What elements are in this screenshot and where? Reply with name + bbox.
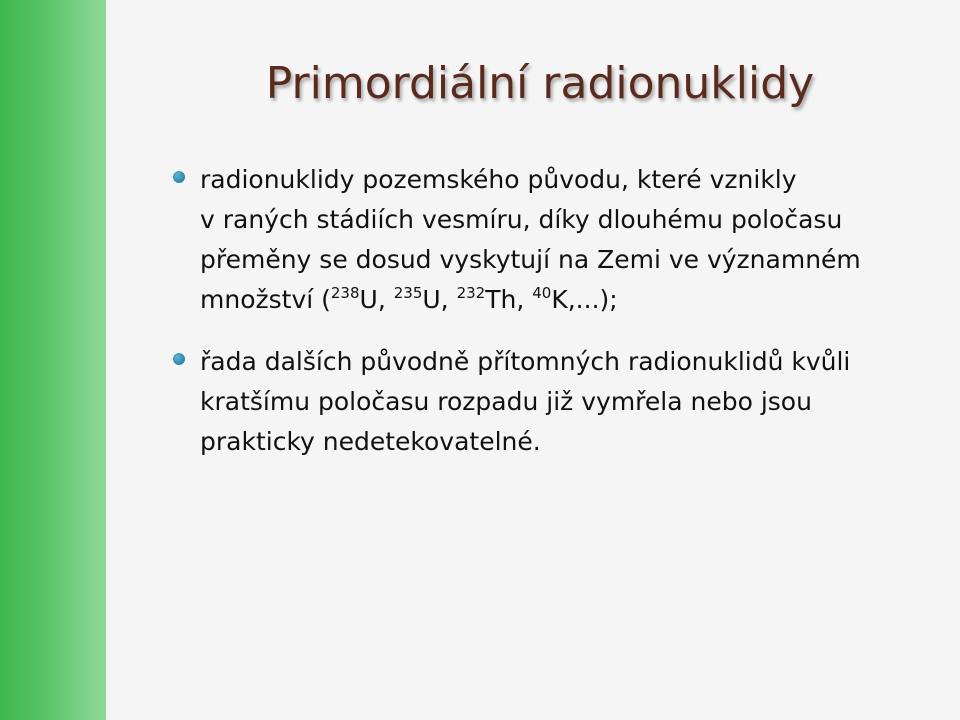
bullet-1-line-3: přeměny se dosud vyskytují na Zemi ve významném — [200, 245, 861, 274]
bullet-1-line-1: radionuklidy pozemského původu, které vznikly — [200, 165, 797, 194]
isotope-2-mass: 235 — [393, 284, 423, 302]
bullet-2-line-1: řada dalších původně přítomných radionuklidů kvůli — [200, 347, 851, 376]
bullet-dot-icon — [173, 353, 185, 365]
bullet-1-line-2: v raných stádiích vesmíru, díky dlouhému poločasu — [200, 205, 843, 234]
isotope-4-mass: 40 — [532, 284, 552, 302]
isotope-1-mass: 238 — [330, 284, 360, 302]
bullet-dot-icon — [173, 171, 185, 183]
isotope-3-mass: 232 — [456, 284, 486, 302]
green-side-bar — [0, 0, 106, 720]
isotope-prefix: množství ( — [200, 285, 331, 314]
bullet-item-1 — [170, 160, 940, 320]
slide-title: Primordiální radionuklidy — [265, 58, 815, 109]
bullet-2-line-3: prakticky nedetekovatelné. — [200, 427, 541, 456]
bullet-1-line-4 — [200, 280, 940, 320]
isotope-4-symbol: K,...); — [551, 285, 618, 314]
isotope-2-symbol: U, — [422, 285, 457, 314]
bullet-list — [170, 160, 940, 484]
bullet-2-line-2: kratšímu poločasu rozpadu již vymřela nebo jsou — [200, 387, 812, 416]
bullet-item-2 — [170, 342, 940, 462]
isotope-3-symbol: Th, — [485, 285, 533, 314]
isotope-1-symbol: U, — [359, 285, 394, 314]
